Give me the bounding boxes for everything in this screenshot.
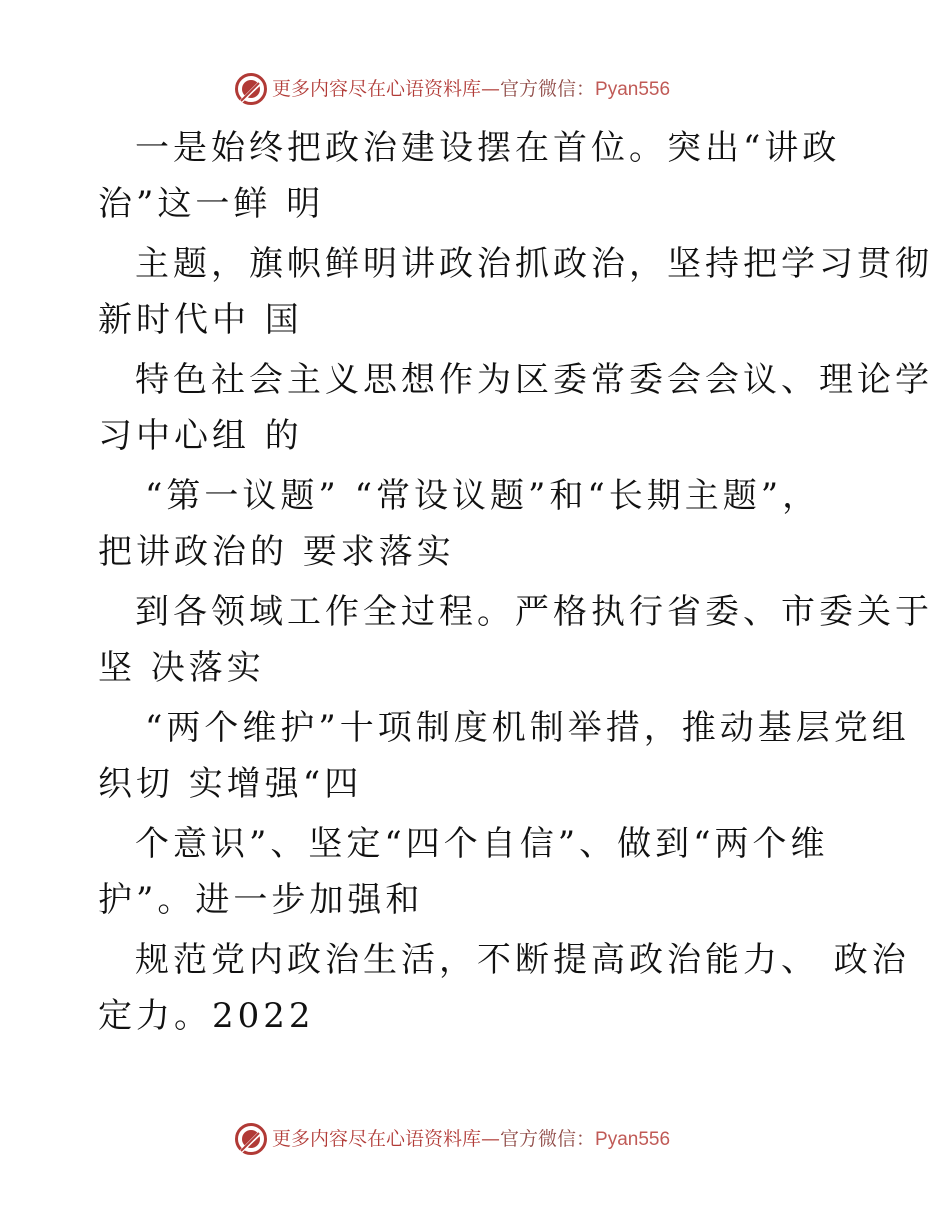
text-line: 定力。2022 <box>98 996 315 1036</box>
text-line: 到各领域工作全过程。严格执行省委、市委关于 <box>135 592 933 632</box>
quill-seal-icon <box>234 72 268 106</box>
official-label: 官方微信： <box>500 78 596 100</box>
text-line: 习中心组 的 <box>98 416 303 456</box>
header-banner <box>0 70 950 110</box>
text-line: 个意识”、坚定“四个自信”、做到“两个维 <box>135 824 829 864</box>
text-line: 主题，旗帜鲜明讲政治抓政治，坚持把学习贯彻 <box>135 244 933 284</box>
text-line: 护”。进一步加强和 <box>98 880 424 920</box>
text-line: “第一议题” “常设议题”和“长期主题”， <box>145 476 821 516</box>
text-line: 特色社会主义思想作为区委常委会会议、理论学 <box>135 360 933 400</box>
site-name: 更多内容尽在心语资料库 <box>272 78 482 100</box>
banner-text <box>272 78 670 101</box>
wechat-id: Pyan556 <box>595 79 671 100</box>
text-line: 规范党内政治生活，不断提高政治能力、 政治 <box>135 940 910 980</box>
text-line: 织切 实增强“四 <box>98 764 363 804</box>
official-label: 官方微信： <box>500 1128 596 1150</box>
separator: — <box>481 1128 501 1150</box>
text-line: 把讲政治的 要求落实 <box>98 532 455 572</box>
text-line: 新时代中 国 <box>98 300 303 340</box>
site-name: 更多内容尽在心语资料库 <box>272 1128 482 1150</box>
text-line: 治”这一鲜 明 <box>98 184 325 224</box>
wechat-id: Pyan556 <box>595 1129 671 1150</box>
quill-seal-icon <box>234 1122 268 1156</box>
banner-text <box>272 1128 670 1151</box>
text-line: 一是始终把政治建设摆在首位。突出“讲政 <box>135 128 841 168</box>
separator: — <box>481 78 501 100</box>
text-line: 坚 决落实 <box>98 648 265 688</box>
footer-banner <box>0 1120 950 1160</box>
text-line: “两个维护”十项制度机制举措，推动基层党组 <box>145 708 910 748</box>
